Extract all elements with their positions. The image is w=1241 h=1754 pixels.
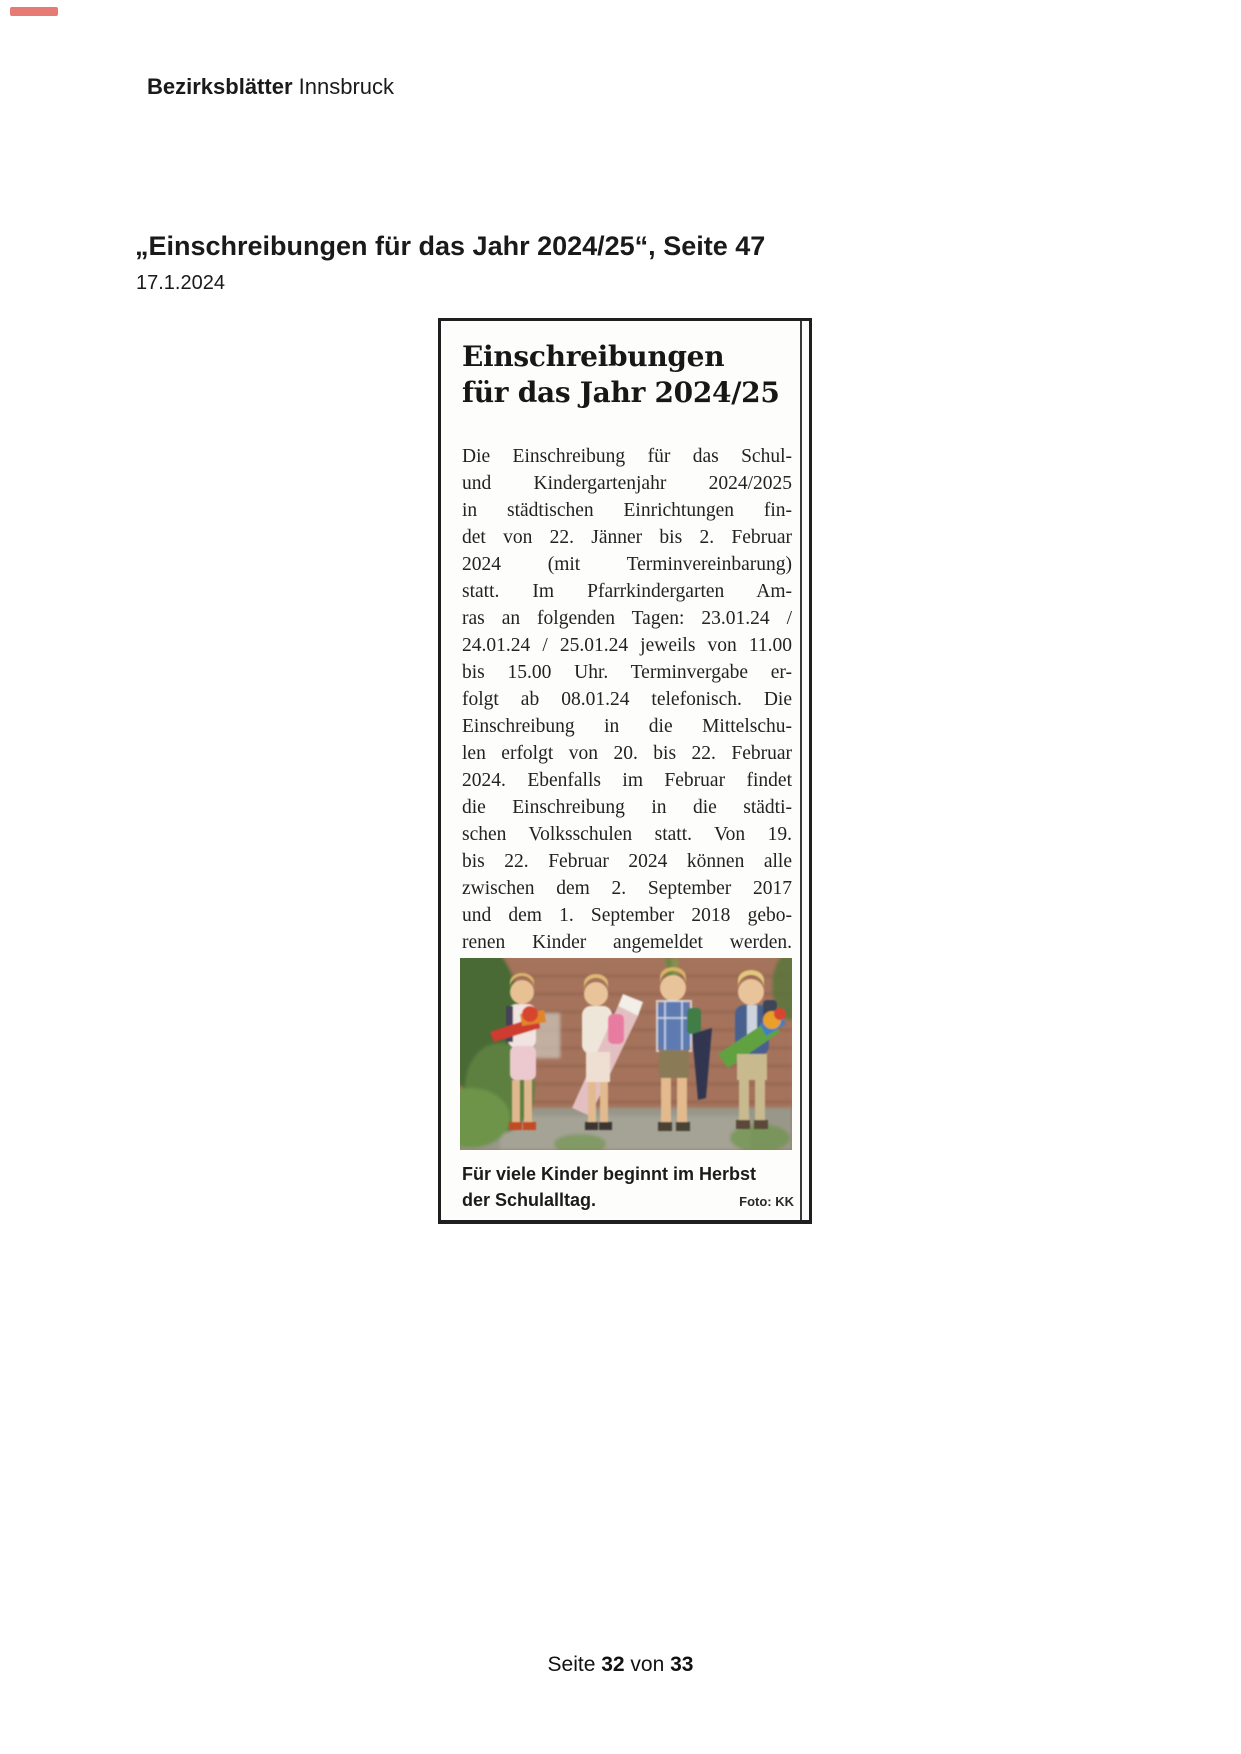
body-line: in städtischen Einrichtungen fin- — [462, 500, 792, 521]
article-headline — [462, 339, 798, 411]
article-date: 17.1.2024 — [136, 272, 225, 294]
body-line: bis 22. Februar 2024 können alle — [462, 851, 792, 872]
page-footer — [0, 1652, 1241, 1678]
body-line: und dem 1. September 2018 gebo- — [462, 905, 792, 926]
body-line: statt. Im Pfarrkindergarten Am- — [462, 581, 792, 602]
photo-caption-line1: Für viele Kinder beginnt im Herbst — [462, 1164, 757, 1184]
publication-region: Innsbruck — [292, 74, 395, 99]
footer-label-von: von — [624, 1653, 671, 1676]
article-photo — [460, 958, 792, 1150]
body-line: schen Volksschulen statt. Von 19. — [462, 824, 792, 845]
body-line: Die Einschreibung für das Schul- — [462, 446, 792, 467]
footer-page-total: 33 — [670, 1653, 694, 1676]
publication-header — [147, 74, 394, 100]
body-line: die Einschreibung in die städti- — [462, 797, 792, 818]
body-line: Einschreibung in die Mittelschu- — [462, 716, 792, 737]
body-line: ras an folgenden Tagen: 23.01.24 / — [462, 608, 792, 629]
photo-caption — [462, 1161, 794, 1215]
body-line: zwischen dem 2. September 2017 — [462, 878, 792, 899]
body-line: bis 15.00 Uhr. Terminvergabe er- — [462, 662, 792, 683]
article-body — [462, 443, 792, 956]
body-line: det von 22. Jänner bis 2. Februar — [462, 527, 792, 548]
body-line: len erfolgt von 20. bis 22. Februar — [462, 743, 792, 764]
article-headline-line1: Einschreibungen — [462, 340, 725, 373]
page-title: „Einschreibungen für das Jahr 2024/25“, Seite 47 — [135, 231, 766, 261]
body-line: 2024. Ebenfalls im Februar findet — [462, 770, 792, 791]
footer-label-seite: Seite — [547, 1653, 602, 1676]
body-line: 24.01.24 / 25.01.24 jeweils von 11.00 — [462, 635, 792, 656]
body-line: und Kindergartenjahr 2024/2025 — [462, 473, 792, 494]
body-line: folgt ab 08.01.24 telefonisch. Die — [462, 689, 792, 710]
column-rule — [800, 321, 802, 1220]
photo-credit: Foto: KK — [739, 1194, 794, 1209]
body-line: renen Kinder angemeldet werden. — [462, 932, 792, 953]
scan-corner-mark — [10, 7, 58, 16]
photo-caption-line2: der Schulalltag. — [462, 1190, 597, 1210]
footer-page-current: 32 — [601, 1653, 625, 1676]
publication-name: Bezirksblätter — [147, 74, 293, 99]
body-line: 2024 (mit Terminvereinbarung) — [462, 554, 792, 575]
article-photo-illustration — [460, 958, 792, 1150]
article-headline-line2: für das Jahr 2024/25 — [462, 376, 780, 409]
newspaper-clipping — [438, 318, 812, 1224]
